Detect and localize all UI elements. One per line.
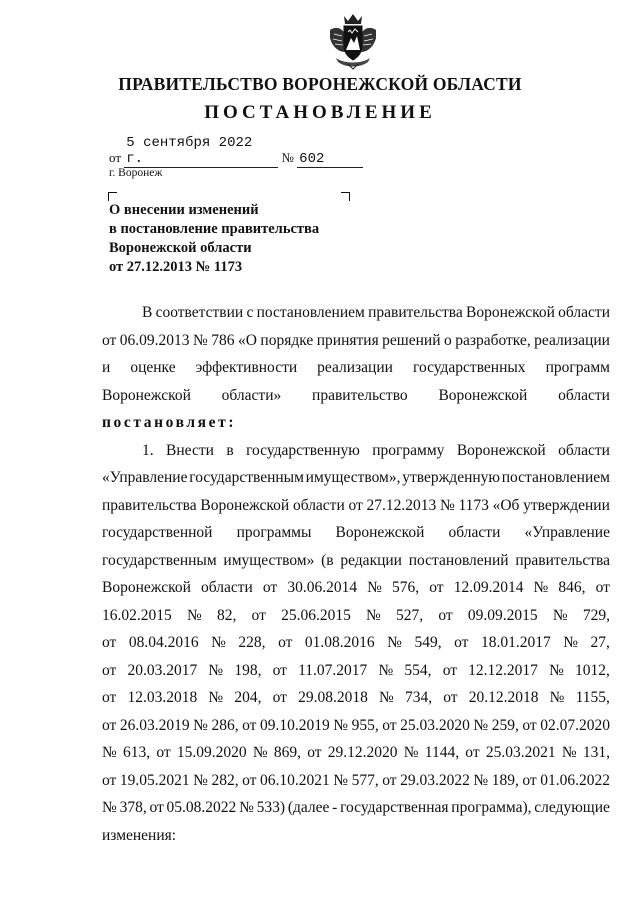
- word: 20.12.2018: [468, 689, 539, 706]
- word: 09.10.2019: [259, 716, 330, 734]
- word: следующие: [534, 799, 610, 816]
- word: №: [552, 606, 568, 624]
- body-line: [102, 519, 610, 547]
- word: в: [226, 441, 234, 459]
- body-line: [102, 382, 610, 410]
- word: от: [595, 579, 610, 596]
- organization-title: ПРАВИТЕЛЬСТВО ВОРОНЕЖСКОЙ ОБЛАСТИ: [118, 74, 522, 94]
- word: 11.07.2017: [298, 661, 368, 679]
- subject-line: О внесении изменений: [109, 202, 259, 218]
- word: 729,: [582, 606, 610, 624]
- word: государственных: [412, 359, 526, 376]
- word: 533): [256, 799, 286, 816]
- word: 577,: [351, 771, 379, 789]
- body-line: [102, 712, 610, 740]
- word: соответствии: [155, 304, 244, 321]
- word: Воронежской: [102, 579, 191, 596]
- word: №: [549, 689, 565, 706]
- word: имуществом»,: [305, 469, 401, 486]
- word: о: [443, 331, 452, 349]
- word: от: [242, 716, 257, 734]
- word: принятия: [316, 331, 379, 349]
- word: 09.09.2015: [467, 606, 538, 624]
- body-line: [102, 492, 610, 520]
- word: программ: [545, 359, 610, 376]
- word: №: [239, 799, 254, 816]
- word: №: [561, 744, 577, 761]
- word: от: [242, 771, 257, 789]
- word: порядке: [260, 331, 314, 349]
- coat-of-arms-icon: [326, 12, 380, 70]
- word: 198,: [234, 661, 262, 679]
- word: от: [102, 661, 117, 679]
- word: №: [102, 744, 117, 761]
- word: от: [382, 716, 397, 734]
- word: 82,: [216, 606, 237, 624]
- word: 1173: [458, 496, 489, 514]
- word: 286,: [211, 716, 239, 734]
- document-subject: [109, 201, 409, 277]
- word: №: [387, 634, 402, 651]
- word: 01.08.2016: [304, 634, 375, 651]
- word: 20.03.2017: [127, 661, 198, 679]
- word: №: [473, 716, 489, 734]
- word: области: [558, 441, 610, 459]
- word: 01.06.2022: [540, 771, 610, 789]
- word: 131,: [582, 744, 610, 761]
- word: 1144,: [424, 744, 460, 761]
- document-date: 5 сентября 2022 г.: [124, 135, 278, 168]
- body-line: [102, 464, 610, 492]
- body-line: [102, 437, 610, 465]
- word: «Управление: [524, 524, 610, 541]
- word: 02.07.2020: [540, 716, 610, 734]
- word: эффективности: [195, 359, 298, 376]
- word: 846,: [558, 579, 586, 596]
- word: 549,: [414, 634, 442, 651]
- word: Воронежской: [200, 496, 290, 514]
- body-line: [102, 299, 610, 327]
- word: 29.12.2020: [327, 744, 398, 761]
- word: от: [102, 716, 117, 734]
- city-label: г. Воронеж: [109, 167, 163, 179]
- word: от: [443, 689, 458, 706]
- word: №: [193, 331, 208, 349]
- word: №: [102, 799, 117, 816]
- word: правительства: [102, 496, 197, 514]
- word: №: [378, 661, 394, 679]
- word: государственной: [102, 524, 213, 541]
- number-label: №: [281, 150, 294, 165]
- word: редакции: [340, 551, 402, 569]
- word: от: [156, 744, 171, 761]
- body-line: [102, 739, 610, 767]
- word: постановлением: [256, 304, 365, 321]
- word: 613,: [123, 744, 151, 761]
- word: оценке: [130, 359, 176, 376]
- word: 228,: [238, 634, 266, 651]
- word: имуществом»: [223, 551, 315, 569]
- word: 06.10.2021: [259, 771, 330, 789]
- word: №: [208, 689, 224, 706]
- word: 1155,: [575, 689, 610, 706]
- word: 282,: [211, 771, 239, 789]
- word: с: [246, 304, 254, 321]
- word: 189,: [491, 771, 519, 789]
- word: от: [454, 634, 469, 651]
- subject-line: в постановление правительства: [109, 221, 320, 237]
- document-body: [102, 299, 610, 849]
- word: от: [278, 634, 293, 651]
- word: 378,: [119, 799, 147, 816]
- word: 12.03.2018: [127, 689, 198, 706]
- subject-line: от 27.12.2013 № 1173: [109, 259, 243, 275]
- word: от: [102, 634, 117, 651]
- word: №: [379, 689, 394, 706]
- word: №: [211, 634, 226, 651]
- body-line: [102, 547, 610, 575]
- word: 527,: [396, 606, 424, 624]
- subject-line: Воронежской области: [109, 240, 252, 256]
- word: 06.09.2013: [119, 331, 190, 349]
- word: области»: [221, 386, 282, 404]
- word: Внести: [166, 441, 214, 459]
- word: государственная: [340, 799, 449, 816]
- word: №: [193, 716, 208, 734]
- word: 25.06.2015: [281, 606, 351, 624]
- word: области: [558, 386, 610, 404]
- word: утверждении: [523, 496, 610, 514]
- word: 27,: [590, 634, 610, 651]
- word: 19.05.2021: [119, 771, 190, 789]
- word: программы: [236, 524, 312, 541]
- word: Воронежской: [456, 441, 546, 459]
- word: государственную: [246, 441, 360, 459]
- word: от: [522, 716, 537, 734]
- word: от: [307, 744, 322, 761]
- resolves-word: постановляет:: [102, 414, 237, 431]
- body-line: [102, 602, 610, 630]
- word: №: [549, 661, 564, 679]
- body-line: [102, 684, 610, 712]
- word: №: [563, 634, 579, 651]
- body-line: [102, 629, 610, 657]
- word: №: [366, 606, 381, 624]
- word: 29.03.2022: [400, 771, 470, 789]
- word: государственным: [102, 551, 217, 569]
- subject-corner-right: [341, 192, 350, 201]
- word: 18.01.2017: [480, 634, 551, 651]
- body-line: [102, 794, 610, 822]
- word: «Об: [492, 496, 520, 514]
- word: 259,: [491, 716, 519, 734]
- word: от: [522, 771, 537, 789]
- word: правительство: [312, 386, 408, 404]
- word: 27.12.2013: [366, 496, 437, 514]
- document-type-title: ПОСТАНОВЛЕНИЕ: [204, 102, 436, 123]
- word: от: [272, 661, 287, 679]
- word: №: [439, 496, 455, 514]
- word: Воронежской: [335, 524, 425, 541]
- word: постановлений: [408, 551, 509, 569]
- word: от: [429, 579, 444, 596]
- word: 786: [211, 331, 235, 349]
- word: области: [200, 579, 253, 596]
- word: 204,: [234, 689, 262, 706]
- word: 955,: [351, 716, 379, 734]
- word: Воронежской: [466, 304, 555, 321]
- body-line: [102, 767, 610, 795]
- word: 29.08.2018: [298, 689, 368, 706]
- word: 576,: [392, 579, 420, 596]
- subject-corner-left: [108, 192, 117, 201]
- word: №: [186, 606, 202, 624]
- word: 15.09.2020: [176, 744, 247, 761]
- word: постановлением: [501, 469, 610, 486]
- word: от: [382, 771, 397, 789]
- word: правительства: [368, 304, 463, 321]
- word: 16.02.2015: [102, 606, 172, 624]
- word: (далее: [287, 799, 330, 816]
- word: №: [367, 579, 382, 596]
- word: решений: [382, 331, 441, 349]
- word: Воронежской: [438, 386, 528, 404]
- word: и: [102, 359, 111, 376]
- word: 26.03.2019: [119, 716, 190, 734]
- registration-line: [109, 135, 363, 167]
- word: правительства: [515, 551, 610, 569]
- word: от: [102, 689, 117, 706]
- word: -: [332, 799, 338, 816]
- word: от: [442, 661, 458, 679]
- word: №: [403, 744, 419, 761]
- body-line: [102, 657, 610, 685]
- word: от: [465, 744, 480, 761]
- word: 08.04.2016: [128, 634, 199, 651]
- word: «Управление: [102, 469, 188, 486]
- word: «О: [238, 331, 257, 349]
- word: 1.: [142, 441, 154, 459]
- word: 1012,: [575, 661, 610, 679]
- word: программу: [372, 441, 445, 459]
- word: №: [333, 716, 349, 734]
- word: утвержденную: [402, 469, 500, 486]
- word: 12.12.2017: [468, 661, 538, 679]
- date-label: от: [109, 150, 122, 165]
- word: реализации: [317, 359, 393, 376]
- word: от: [272, 689, 287, 706]
- word: от: [438, 606, 453, 624]
- word: №: [333, 771, 349, 789]
- word: от: [149, 799, 164, 816]
- word: №: [533, 579, 549, 596]
- word: от: [348, 496, 363, 514]
- word: от: [262, 579, 278, 596]
- word: государственным: [189, 469, 304, 486]
- word: реализации: [534, 331, 610, 349]
- document-number: 602: [297, 151, 363, 168]
- word: программа),: [451, 799, 532, 816]
- word: 554,: [404, 661, 432, 679]
- word: 734,: [404, 689, 433, 706]
- word: разработке,: [455, 331, 531, 349]
- word: (в: [321, 551, 334, 569]
- body-line: [102, 327, 610, 355]
- word: от: [251, 606, 266, 624]
- word: №: [252, 744, 268, 761]
- word: области: [448, 524, 501, 541]
- word: 25.03.2020: [400, 716, 470, 734]
- word: 12.09.2014: [453, 579, 524, 596]
- word: №: [208, 661, 224, 679]
- word: №: [193, 771, 208, 789]
- word: области: [292, 496, 345, 514]
- word: 05.08.2022: [166, 799, 237, 816]
- body-line: [102, 574, 610, 602]
- body-line: [102, 354, 610, 382]
- word: Воронежской: [102, 386, 191, 404]
- word: от: [102, 771, 117, 789]
- word: 25.03.2021: [485, 744, 556, 761]
- word: от: [102, 331, 117, 349]
- word: 30.06.2014: [287, 579, 358, 596]
- word: №: [473, 771, 489, 789]
- word: В: [142, 304, 153, 321]
- word: 869,: [273, 744, 302, 761]
- body-line-last: изменения:: [102, 826, 177, 844]
- word: области: [558, 304, 610, 321]
